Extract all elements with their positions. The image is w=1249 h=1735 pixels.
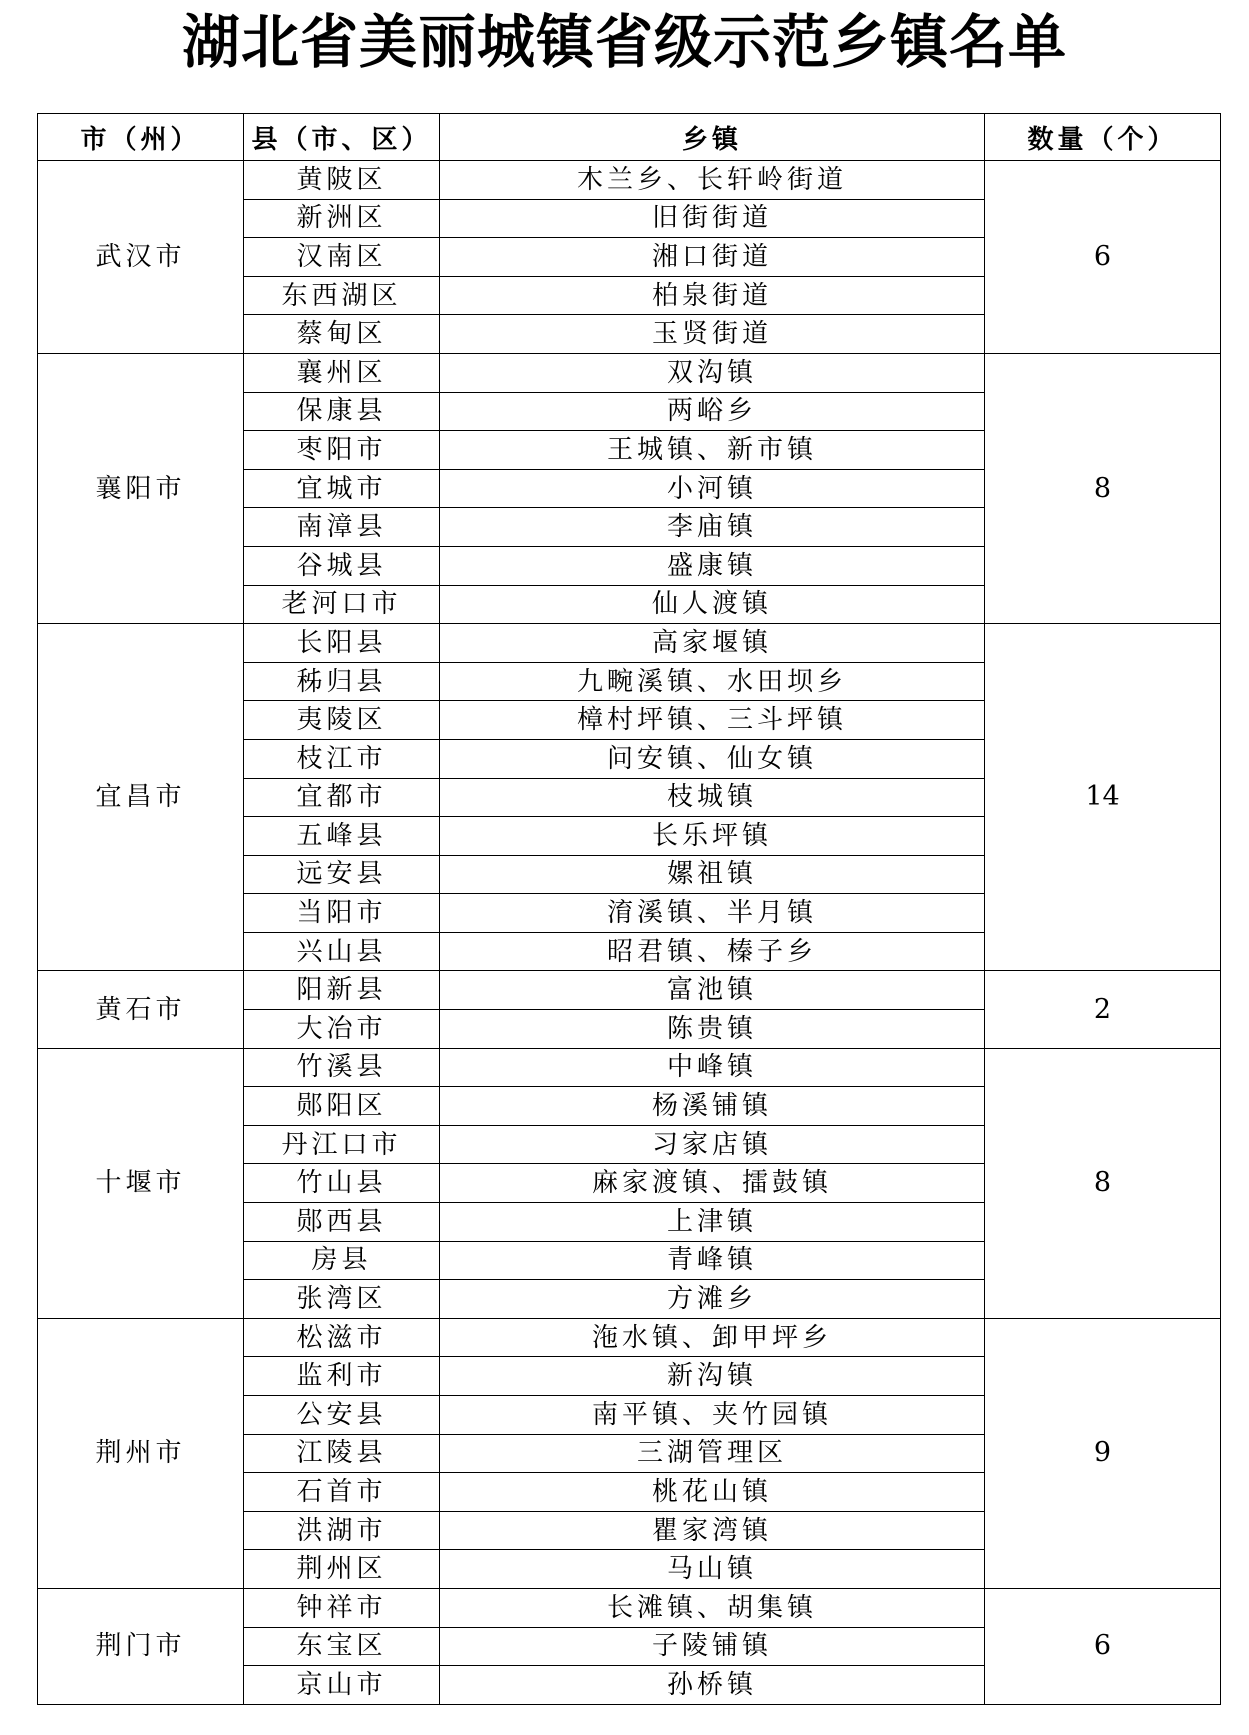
towns-cell: 昭君镇、榛子乡: [440, 932, 985, 971]
county-cell: 竹山县: [244, 1164, 440, 1203]
header-county: 县（市、区）: [244, 114, 440, 161]
county-cell: 荆州区: [244, 1550, 440, 1589]
county-cell: 松滋市: [244, 1318, 440, 1357]
county-cell: 蔡甸区: [244, 315, 440, 354]
towns-cell: 盛康镇: [440, 546, 985, 585]
towns-cell: 富池镇: [440, 971, 985, 1010]
header-count: 数量（个）: [985, 114, 1221, 161]
city-cell: 十堰市: [38, 1048, 244, 1318]
towns-cell: 双沟镇: [440, 353, 985, 392]
towns-cell: 麻家渡镇、擂鼓镇: [440, 1164, 985, 1203]
towns-cell: 李庙镇: [440, 508, 985, 547]
table-row: [38, 1048, 1221, 1087]
towns-cell: 湘口街道: [440, 238, 985, 277]
county-cell: 汉南区: [244, 238, 440, 277]
county-cell: 秭归县: [244, 662, 440, 701]
towns-cell: 枝城镇: [440, 778, 985, 817]
county-cell: 石首市: [244, 1473, 440, 1512]
city-cell: 荆州市: [38, 1318, 244, 1588]
county-cell: 南漳县: [244, 508, 440, 547]
towns-cell: 桃花山镇: [440, 1473, 985, 1512]
towns-cell: 木兰乡、长轩岭街道: [440, 161, 985, 200]
county-cell: 当阳市: [244, 894, 440, 933]
county-cell: 监利市: [244, 1357, 440, 1396]
county-cell: 宜都市: [244, 778, 440, 817]
county-cell: 黄陂区: [244, 161, 440, 200]
towns-cell: 中峰镇: [440, 1048, 985, 1087]
table-row: [38, 624, 1221, 663]
towns-cell: 杨溪铺镇: [440, 1087, 985, 1126]
county-cell: 郧西县: [244, 1203, 440, 1242]
towns-cell: 习家店镇: [440, 1125, 985, 1164]
towns-cell: 问安镇、仙女镇: [440, 739, 985, 778]
towns-cell: 仙人渡镇: [440, 585, 985, 624]
table-row: [38, 1588, 1221, 1627]
county-cell: 房县: [244, 1241, 440, 1280]
county-cell: 竹溪县: [244, 1048, 440, 1087]
county-cell: 新洲区: [244, 199, 440, 238]
city-cell: 襄阳市: [38, 353, 244, 623]
county-cell: 夷陵区: [244, 701, 440, 740]
county-cell: 襄州区: [244, 353, 440, 392]
towns-cell: 三湖管理区: [440, 1434, 985, 1473]
county-cell: 江陵县: [244, 1434, 440, 1473]
table-header: [38, 114, 1221, 161]
count-cell: 8: [985, 353, 1221, 623]
count-cell: 6: [985, 1588, 1221, 1704]
county-cell: 京山市: [244, 1666, 440, 1705]
header-towns: 乡镇: [440, 114, 985, 161]
table-row: [38, 161, 1221, 200]
city-cell: 宜昌市: [38, 624, 244, 971]
county-cell: 远安县: [244, 855, 440, 894]
towns-cell: 嫘祖镇: [440, 855, 985, 894]
towns-cell: 子陵铺镇: [440, 1627, 985, 1666]
towns-cell: 小河镇: [440, 469, 985, 508]
county-cell: 长阳县: [244, 624, 440, 663]
county-cell: 张湾区: [244, 1280, 440, 1319]
county-cell: 五峰县: [244, 817, 440, 856]
towns-cell: 长乐坪镇: [440, 817, 985, 856]
towns-cell: 九畹溪镇、水田坝乡: [440, 662, 985, 701]
table-body: [38, 161, 1221, 1705]
towns-cell: 上津镇: [440, 1203, 985, 1242]
county-cell: 保康县: [244, 392, 440, 431]
county-cell: 枝江市: [244, 739, 440, 778]
towns-cell: 王城镇、新市镇: [440, 431, 985, 470]
table-row: [38, 353, 1221, 392]
county-cell: 宜城市: [244, 469, 440, 508]
towns-cell: 柏泉街道: [440, 276, 985, 315]
towns-cell: 马山镇: [440, 1550, 985, 1589]
header-row: [38, 114, 1221, 161]
county-cell: 阳新县: [244, 971, 440, 1010]
county-cell: 东宝区: [244, 1627, 440, 1666]
page-title: 湖北省美丽城镇省级示范乡镇名单: [181, 8, 1067, 76]
county-cell: 丹江口市: [244, 1125, 440, 1164]
county-cell: 谷城县: [244, 546, 440, 585]
county-cell: 郧阳区: [244, 1087, 440, 1126]
county-cell: 老河口市: [244, 585, 440, 624]
county-cell: 公安县: [244, 1396, 440, 1435]
table-row: [38, 1318, 1221, 1357]
count-cell: 6: [985, 161, 1221, 354]
county-cell: 枣阳市: [244, 431, 440, 470]
towns-cell: 旧街街道: [440, 199, 985, 238]
towns-cell: 陈贵镇: [440, 1010, 985, 1049]
count-cell: 9: [985, 1318, 1221, 1588]
towns-cell: 方滩乡: [440, 1280, 985, 1319]
towns-cell: 南平镇、夹竹园镇: [440, 1396, 985, 1435]
county-cell: 钟祥市: [244, 1588, 440, 1627]
count-cell: 8: [985, 1048, 1221, 1318]
towns-cell: 两峪乡: [440, 392, 985, 431]
towns-table: [37, 113, 1221, 1705]
county-cell: 兴山县: [244, 932, 440, 971]
county-cell: 洪湖市: [244, 1511, 440, 1550]
towns-cell: 长滩镇、胡集镇: [440, 1588, 985, 1627]
towns-cell: 新沟镇: [440, 1357, 985, 1396]
county-cell: 东西湖区: [244, 276, 440, 315]
towns-cell: 孙桥镇: [440, 1666, 985, 1705]
city-cell: 武汉市: [38, 161, 244, 354]
header-city: 市（州）: [38, 114, 244, 161]
towns-cell: 瞿家湾镇: [440, 1511, 985, 1550]
towns-cell: 玉贤街道: [440, 315, 985, 354]
towns-cell: 樟村坪镇、三斗坪镇: [440, 701, 985, 740]
count-cell: 14: [985, 624, 1221, 971]
towns-cell: 青峰镇: [440, 1241, 985, 1280]
city-cell: 荆门市: [38, 1588, 244, 1704]
towns-cell: 淯溪镇、半月镇: [440, 894, 985, 933]
towns-cell: 高家堰镇: [440, 624, 985, 663]
count-cell: 2: [985, 971, 1221, 1048]
county-cell: 大冶市: [244, 1010, 440, 1049]
table-row: [38, 971, 1221, 1010]
towns-cell: 沲水镇、卸甲坪乡: [440, 1318, 985, 1357]
city-cell: 黄石市: [38, 971, 244, 1048]
